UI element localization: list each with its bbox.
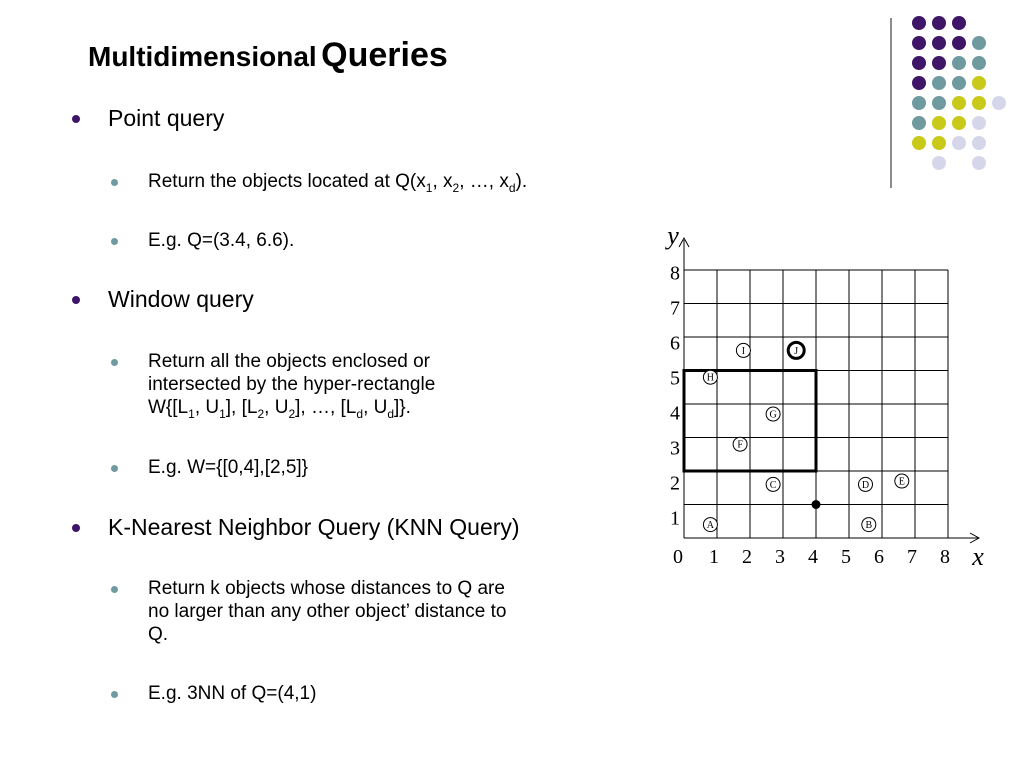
data-point-label: J [794, 345, 799, 357]
x-tick-label: 4 [808, 546, 818, 568]
y-tick-label: 1 [670, 507, 680, 530]
bullet-knn-example: E.g. 3NN of Q=(4,1) [148, 683, 317, 704]
x-tick-label: 6 [874, 546, 884, 568]
x-axis-label: x [972, 542, 984, 571]
bullet-window-example: E.g. W={[0,4],[2,5]} [148, 457, 309, 478]
x-tick-label: 0 [673, 546, 683, 568]
x-tick-label: 5 [841, 546, 851, 568]
data-point-label: B [865, 520, 873, 532]
data-point-label: A [706, 520, 715, 532]
y-tick-label: 4 [670, 402, 680, 425]
y-tick-label: 3 [670, 437, 680, 460]
y-tick-label: 6 [670, 332, 680, 355]
bullet-knn-query: K-Nearest Neighbor Query (KNN Query) [108, 514, 520, 540]
data-point-label: H [706, 372, 715, 384]
y-tick-label: 2 [670, 472, 680, 495]
data-point-label: I [741, 345, 746, 357]
title-part2: Queries [321, 36, 448, 74]
bullet-window-query: Window query [108, 286, 254, 312]
bullet-point-query: Point query [108, 105, 225, 131]
x-tick-label: 1 [709, 546, 719, 568]
y-tick-label: 5 [670, 367, 680, 390]
y-tick-label: 7 [670, 297, 680, 320]
y-tick-label: 8 [670, 262, 680, 285]
x-tick-label: 2 [742, 546, 752, 568]
data-point-label: E [898, 476, 905, 488]
bullet-window-desc: Return all the objects enclosed or intersected by the hyper-rectangle $W\{[L_1$, $U_1$], [$L_2$, $U_2$], …, [$L_d$, $U_d$]}. [148, 351, 436, 421]
data-point-label: F [737, 439, 743, 451]
x-tick-label: 7 [907, 546, 917, 568]
bullet-point-example: E.g. Q=(3.4, 6.6). [148, 230, 295, 251]
title-part1: Multidimensional [88, 41, 317, 72]
bullet-knn-desc: Return k objects whose distances to Q are no larger than any other object’ distance to Q. [148, 578, 507, 645]
y-axis-label: y [667, 221, 679, 250]
bullet-point-desc: Return the objects located at $Q(x_1$, $x_2$, …, $x_d$). [148, 171, 528, 195]
x-tick-label: 3 [775, 546, 785, 568]
data-point-label: C [769, 479, 777, 491]
data-point-label: D [861, 479, 870, 491]
data-point-label: G [769, 409, 777, 421]
x-tick-label: 8 [940, 546, 950, 568]
query-point [812, 500, 821, 509]
